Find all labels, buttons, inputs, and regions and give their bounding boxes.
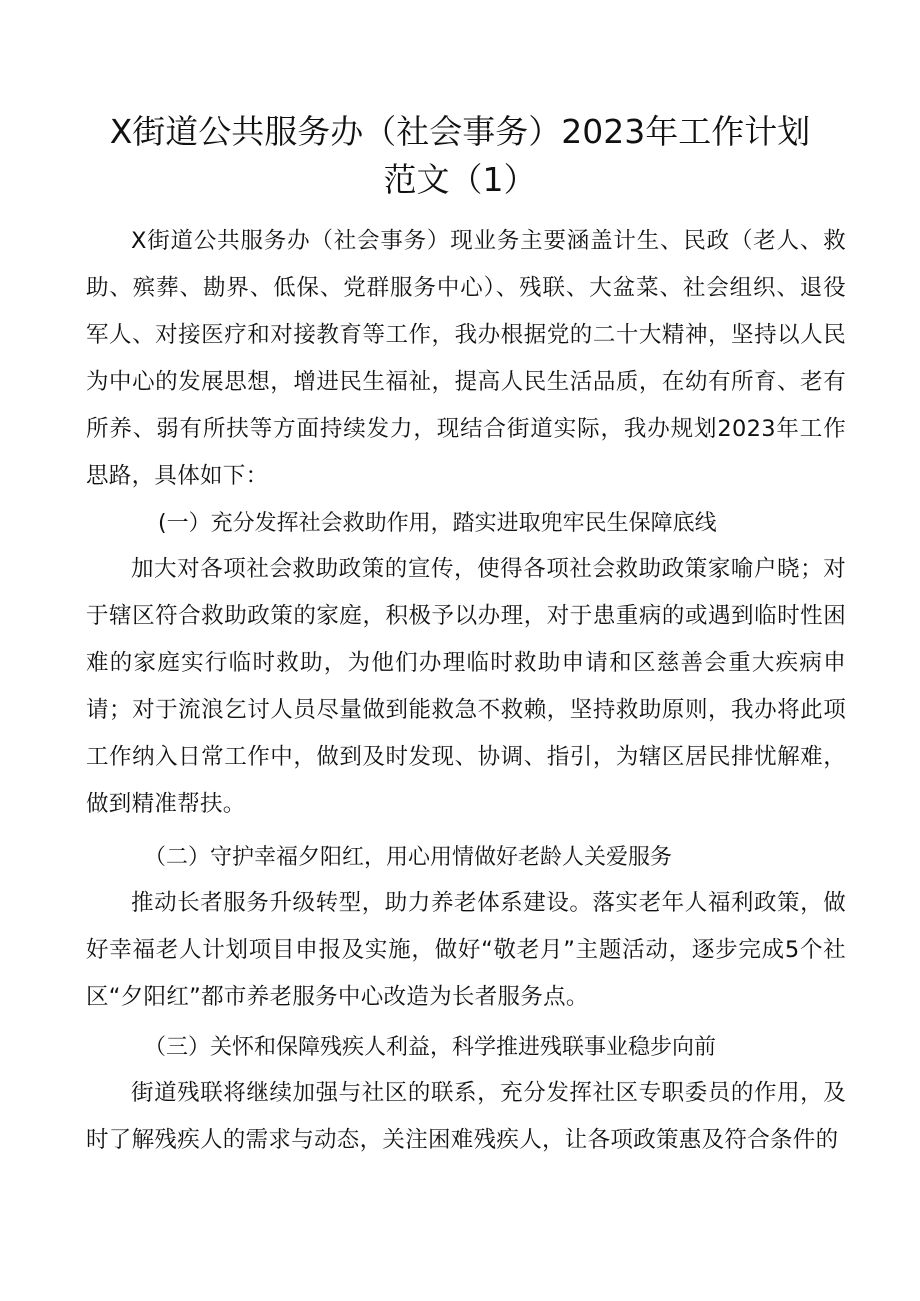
document-title-line1: X街道公共服务办（社会事务）2023年工作计划 [109, 112, 811, 151]
section-heading-3: （三）关怀和保障残疾人利益，科学推进残联事业稳步向前 [144, 1035, 717, 1060]
section-heading-1: (一）充分发挥社会救助作用，踏实进取兜牢民生保障底线 [158, 511, 717, 536]
section-body-2: 推动长者服务升级转型，助力养老体系建设。落实老年人福利政策，做好幸福老人计划项目申报及实施，做好“敬老月”主题活动，逐步完成5个社区“夕阳红”都市养老服务中心改造为长者服务点。 [86, 890, 846, 1010]
section-body-1: 加大对各项社会救助政策的宣传，使得各项社会救助政策家喻户晓；对于辖区符合救助政策的家庭，积极予以办理，对于患重病的或遇到临时性困难的家庭实行临时救助，为他们办理临时救助申请和区慈善会重大疾病申请；对于流浪乞讨人员尽量做到能救急不救赖，坚持救助原则，我办将此项工作纳入日常工作中，做到及时发现、协调、指引，为辖区居民排忧解难，做到精准帮扶。 [86, 556, 846, 817]
document-title-line2: 范文（1） [383, 160, 537, 199]
section-heading-2: （二）守护幸福夕阳红，用心用情做好老龄人关爱服务 [144, 845, 673, 870]
section-body-3: 街道残联将继续加强与社区的联系，充分发挥社区专职委员的作用，及时了解残疾人的需求与动态，关注困难残疾人，让各项政策惠及符合条件的 [86, 1080, 846, 1153]
intro-paragraph: X街道公共服务办（社会事务）现业务主要涵盖计生、民政（老人、救助、殡葬、勘界、低保、党群服务中心）、残联、大盆菜、社会组织、退役军人、对接医疗和对接教育等工作，我办根据党的二十大精神，坚持以人民为中心的发展思想，增进民生福祉，提高人民生活品质，在幼有所育、老有所养、弱有所扶等方面持续发力，现结合街道实际，我办规划2023年工作思路，具体如下： [86, 228, 846, 489]
